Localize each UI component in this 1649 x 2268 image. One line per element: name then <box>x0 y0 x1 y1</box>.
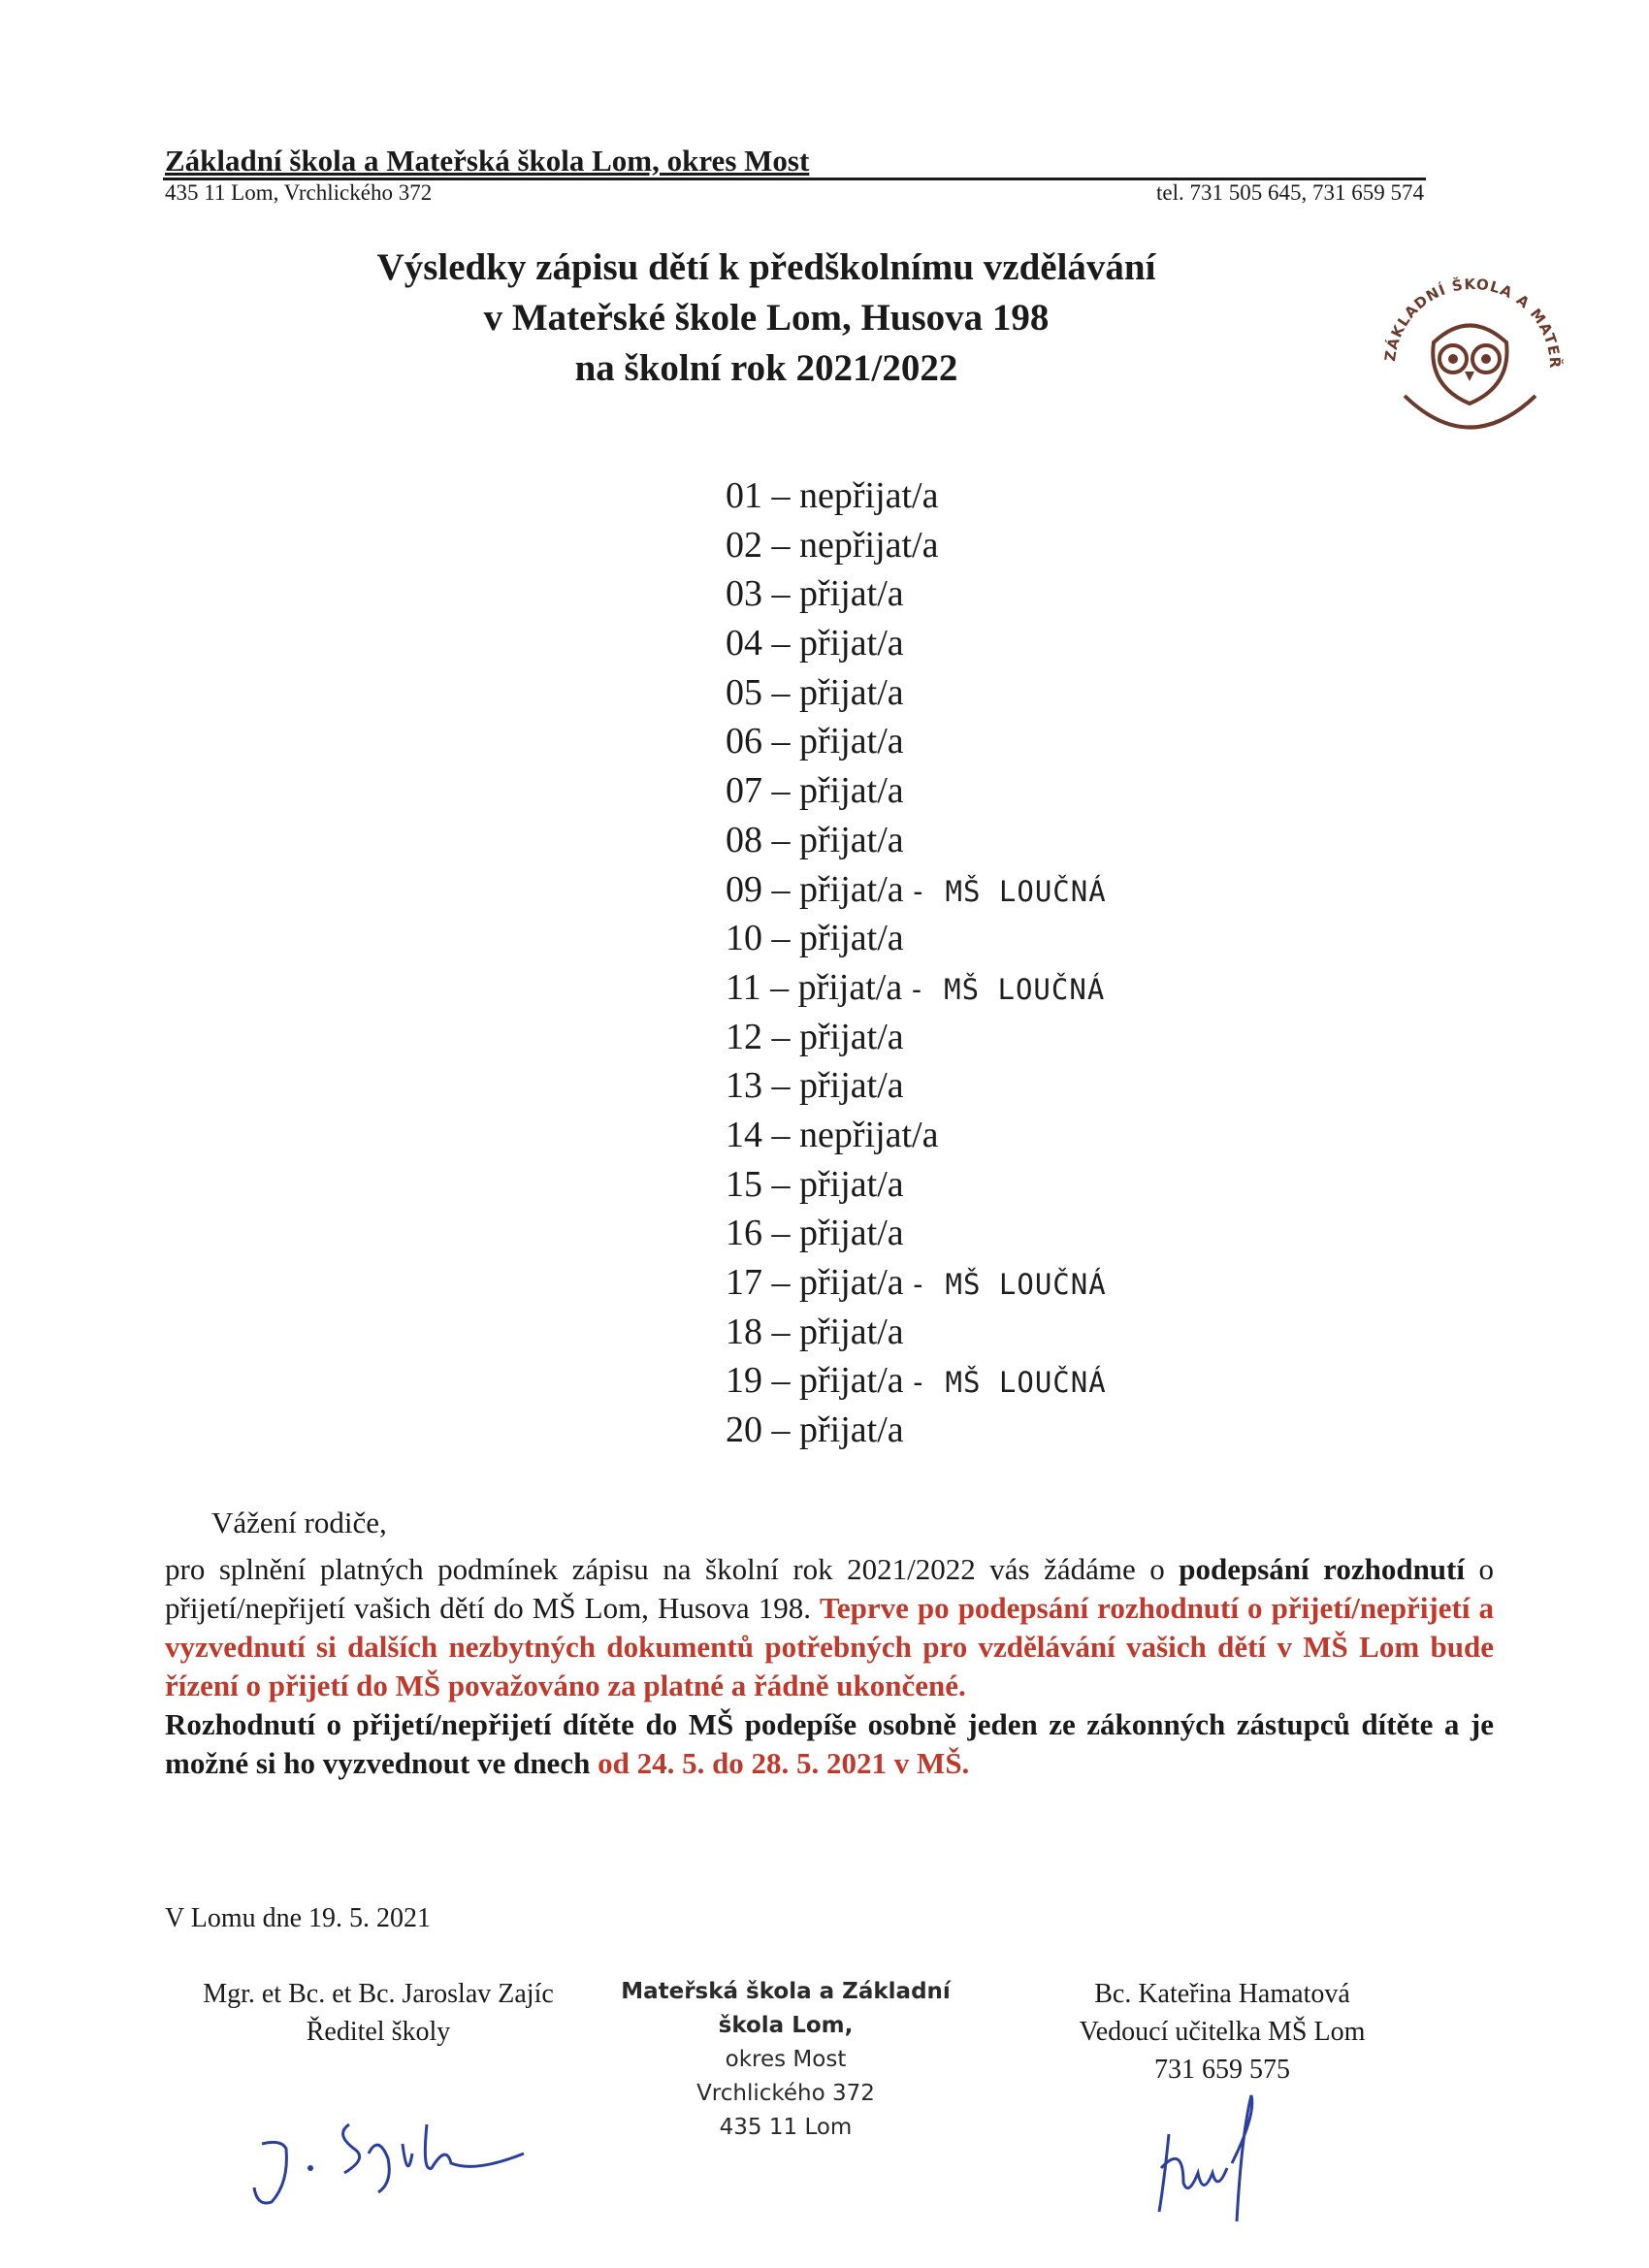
result-row <box>726 1061 1107 1111</box>
result-text: 05 – přijat/a <box>726 671 904 713</box>
title-line-3: na školní rok 2021/2022 <box>574 347 958 389</box>
head-teacher-signature <box>1140 2076 1295 2231</box>
result-row <box>726 521 1107 570</box>
result-row <box>726 668 1107 718</box>
result-text: 16 – přijat/a <box>726 1213 904 1254</box>
result-row <box>726 1406 1107 1455</box>
head-teacher-role: Vedoucí učitelka MŠ Lom <box>1079 2017 1366 2047</box>
stamp-line-3: Vrchlického 372 <box>696 2081 875 2106</box>
paragraph-text-2: o přijetí/nepřijetí vašich dětí do MŠ Lom, Husova 198. <box>165 1552 1494 1625</box>
result-row <box>726 1209 1107 1258</box>
paragraph-pickup-text: Rozhodnutí o přijetí/nepřijetí dítěte do MŠ podepíše osobně jeden ze zákonných zástupců dítěte a je možné si ho vyzvednout ve dnech <box>165 1707 1494 1780</box>
result-text: 04 – přijat/a <box>726 623 904 664</box>
result-text: 03 – přijat/a <box>726 573 904 615</box>
date-line: V Lomu dne 19. 5. 2021 <box>165 1903 432 1933</box>
result-text: 20 – přijat/a <box>726 1409 904 1451</box>
result-row <box>726 717 1107 766</box>
title-line-1: Výsledky zápisu dětí k předškolnímu vzdělávání <box>376 246 1156 288</box>
paragraph-pickup-dates: od 24. 5. do 28. 5. 2021 v MŠ. <box>598 1746 970 1780</box>
result-text: 15 – přijat/a <box>726 1163 904 1205</box>
institution-stamp <box>601 1975 970 2145</box>
result-row <box>726 1013 1107 1062</box>
handwritten-note: - MŠ LOUČNÁ <box>908 972 1106 1006</box>
director-name: Mgr. et Bc. et Bc. Jaroslav Zajíc <box>203 1979 554 2009</box>
result-text: 18 – přijat/a <box>726 1311 904 1352</box>
result-text: 19 – přijat/a <box>726 1360 904 1402</box>
result-row <box>726 569 1107 619</box>
director-role: Ředitel školy <box>306 2017 451 2047</box>
result-row <box>726 1356 1107 1406</box>
stamp-line-2: okres Most <box>725 2047 847 2072</box>
paragraph-red-notice: Teprve po podepsání rozhodnutí o přijetí/nepřijetí a vyzvednutí si dalších nezbytných dokumentů potřebných pro vzdělávání vašich dětí v MŠ Lom bude řízení o přijetí do MŠ považováno za platné a řádně ukončené. <box>165 1591 1494 1702</box>
signature-block-director <box>165 1975 592 2051</box>
title-line-2: v Mateřské škole Lom, Husova 198 <box>483 297 1050 339</box>
result-text: 17 – přijat/a <box>726 1262 904 1303</box>
school-name: Základní škola a Mateřská škola Lom, okres Most <box>165 144 810 178</box>
result-text: 09 – přijat/a <box>726 868 904 910</box>
school-phone: tel. 731 505 645, 731 659 574 <box>1156 180 1424 205</box>
result-text: 11 – přijat/a <box>726 966 903 1008</box>
stamp-line-4: 435 11 Lom <box>719 2115 853 2140</box>
paragraph-text: pro splnění platných podmínek zápisu na školní rok 2021/2022 vás žádáme o <box>165 1552 1180 1586</box>
director-signature <box>242 2095 572 2212</box>
head-teacher-name: Bc. Kateřina Hamatová <box>1094 1979 1350 2009</box>
result-text: 13 – přijat/a <box>726 1065 904 1107</box>
document-title <box>146 243 1387 394</box>
result-row <box>726 816 1107 865</box>
handwritten-note: - MŠ LOUČNÁ <box>909 874 1107 908</box>
result-text: 07 – přijat/a <box>726 770 904 812</box>
handwritten-note: - MŠ LOUČNÁ <box>909 1366 1107 1400</box>
handwritten-note: - MŠ LOUČNÁ <box>909 1268 1107 1301</box>
school-address: 435 11 Lom, Vrchlického 372 <box>165 180 433 205</box>
result-row <box>726 963 1107 1013</box>
owl-icon <box>1366 250 1574 459</box>
result-row <box>726 766 1107 816</box>
result-row <box>726 1258 1107 1308</box>
logo-arc-text: ZÁKLADNÍ ŠKOLA A MATEŘ <box>1381 275 1565 370</box>
result-row <box>726 1111 1107 1160</box>
result-row <box>726 1308 1107 1357</box>
result-text: 01 – nepřijat/a <box>726 475 939 516</box>
school-logo-stamp <box>1366 250 1574 459</box>
result-row <box>726 471 1107 521</box>
result-text: 12 – přijat/a <box>726 1016 904 1057</box>
result-row <box>726 619 1107 668</box>
result-text: 02 – nepřijat/a <box>726 524 939 566</box>
signature-block-head-teacher <box>1009 1975 1436 2089</box>
result-text: 14 – nepřijat/a <box>726 1114 939 1155</box>
head-teacher-phone: 731 659 575 <box>1154 2055 1290 2085</box>
results-list <box>726 471 1107 1455</box>
letter-paragraph <box>165 1550 1494 1783</box>
stamp-title: Mateřská škola a Základní škola Lom, <box>621 1979 951 2038</box>
result-row <box>726 914 1107 963</box>
paragraph-bold-text: podepsání rozhodnutí <box>1179 1552 1465 1586</box>
result-text: 06 – přijat/a <box>726 721 904 762</box>
salutation: Vážení rodiče, <box>211 1506 387 1539</box>
result-text: 08 – přijat/a <box>726 819 904 860</box>
result-row <box>726 865 1107 915</box>
result-text: 10 – přijat/a <box>726 918 904 959</box>
result-row <box>726 1160 1107 1210</box>
